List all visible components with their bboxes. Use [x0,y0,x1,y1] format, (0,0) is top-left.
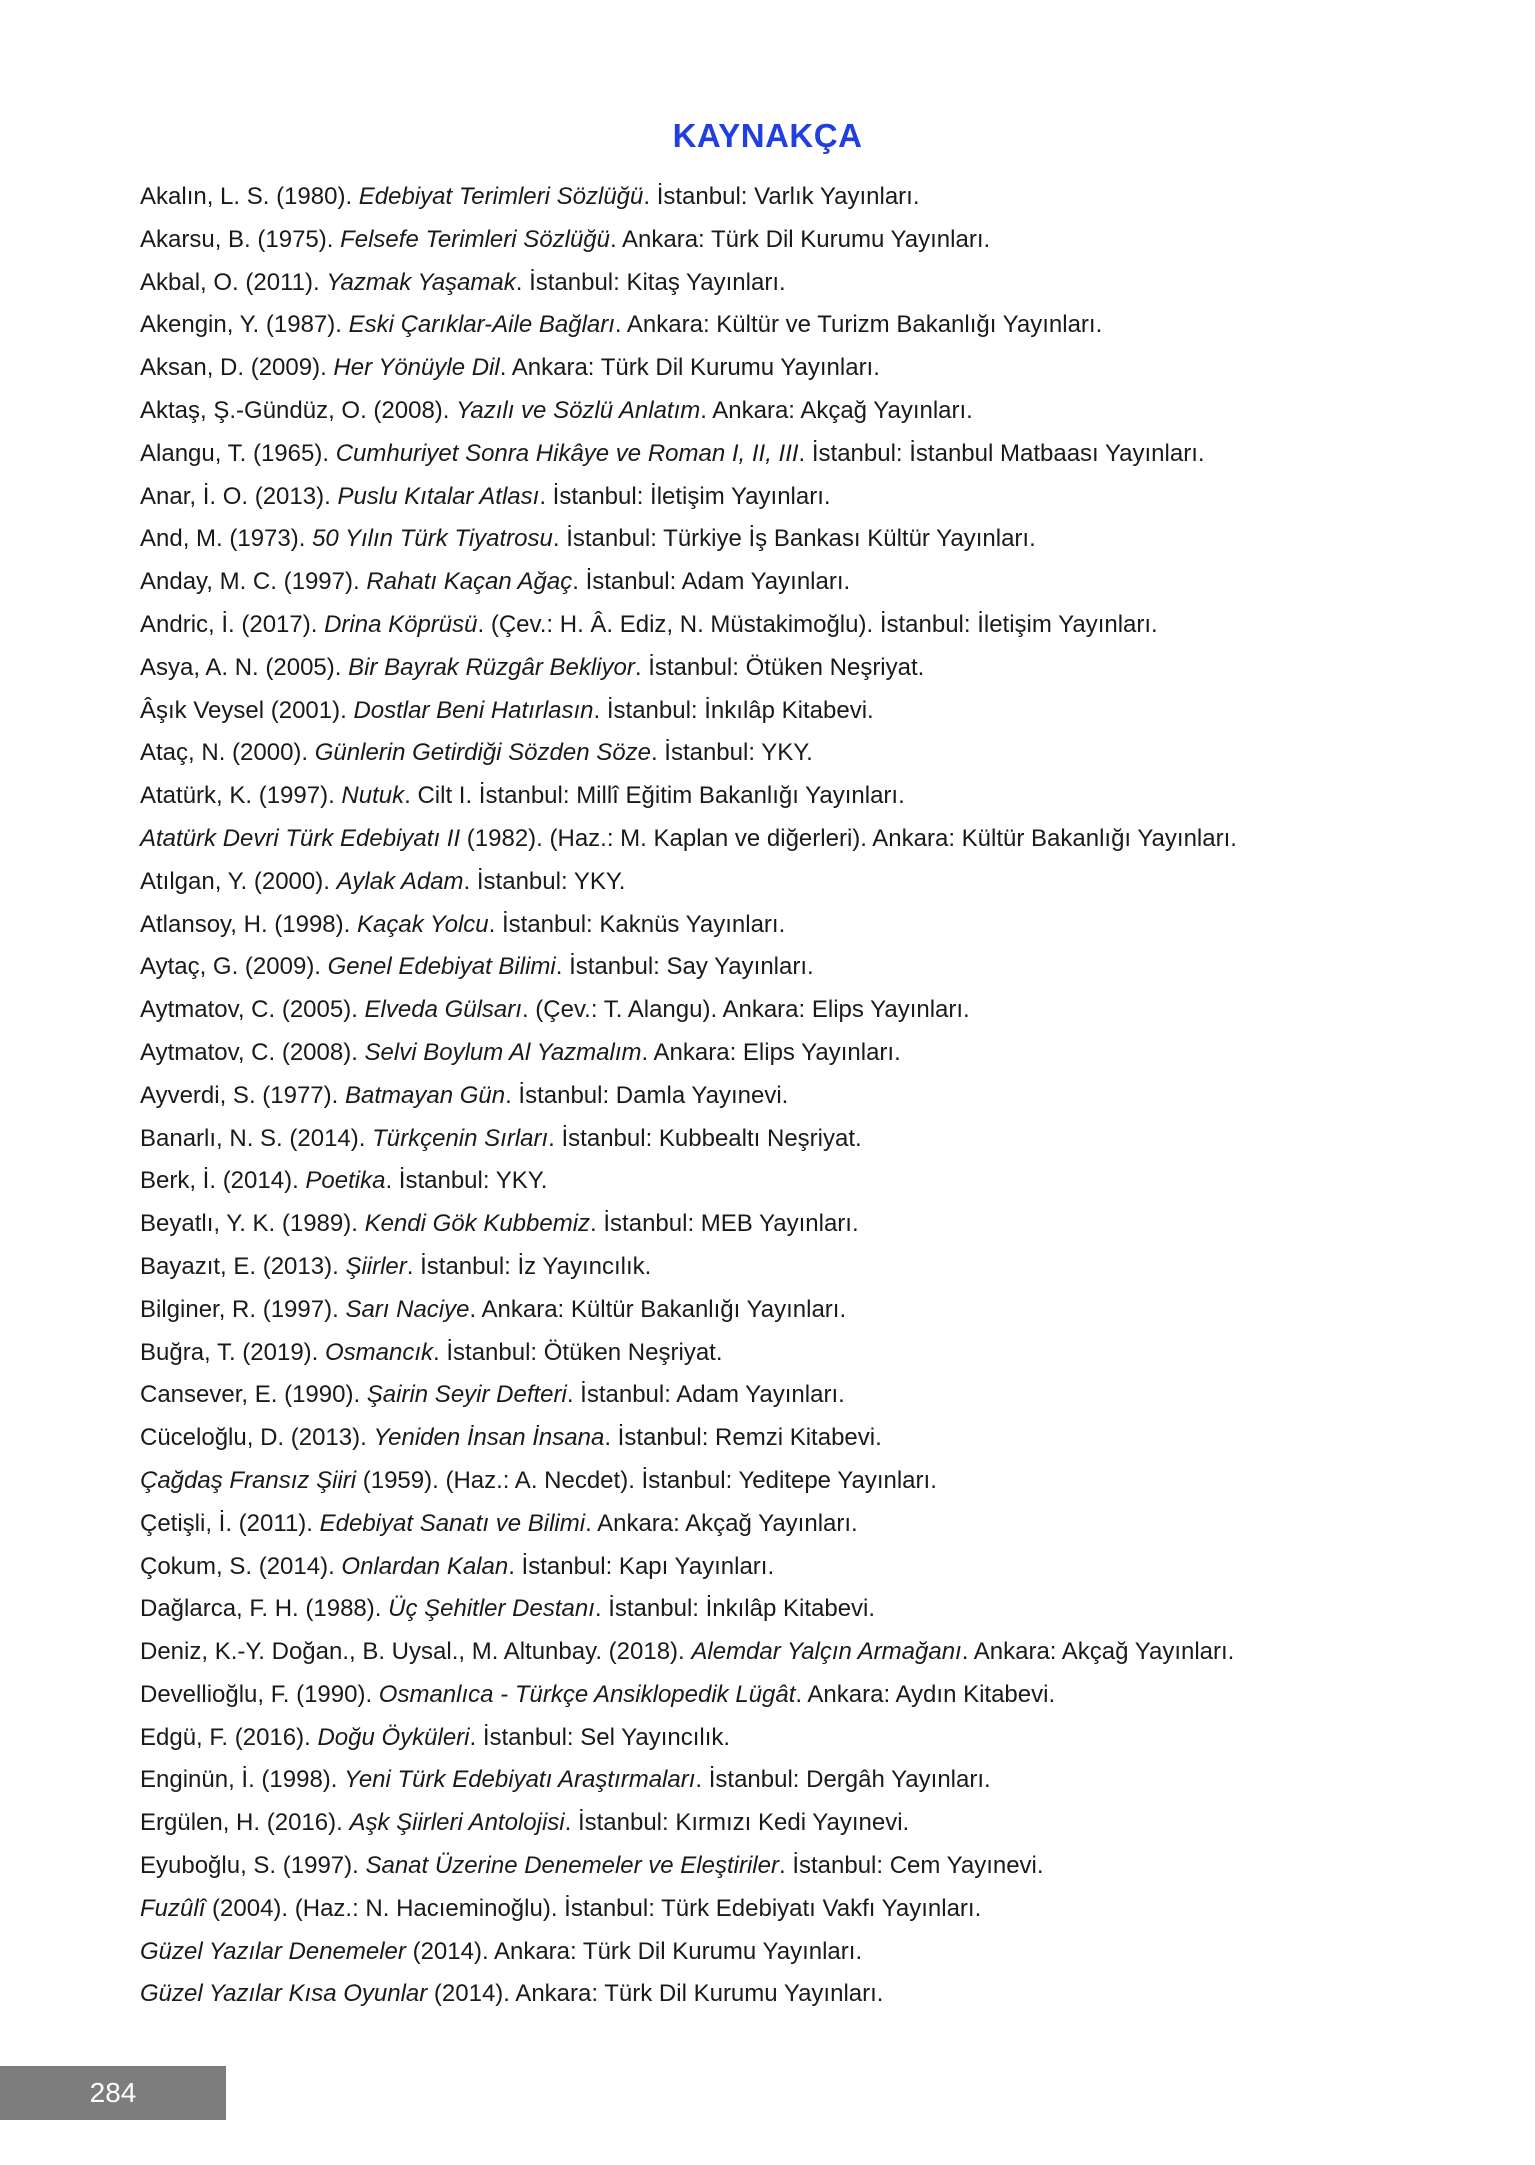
reference-item [140,1594,1430,1637]
reference-author: Edgü, F. (2016). [140,1723,318,1751]
reference-publisher: . İstanbul: Kırmızı Kedi Yayınevi. [564,1809,910,1837]
reference-title: Cumhuriyet Sonra Hikâye ve Roman I, II, III [335,439,799,467]
reference-list [140,182,1430,2022]
reference-publisher: . İstanbul: Ötüken Neşriyat. [634,653,925,681]
reference-author: Ataç, N. (2000). [140,739,315,767]
reference-publisher: . İstanbul: Adam Yayınları. [572,568,851,596]
reference-item [140,482,1430,525]
reference-publisher: (2004). (Haz.: N. Hacıeminoğlu). İstanbul: Türk Edebiyatı Vakfı Yayınları. [205,1894,982,1922]
reference-publisher: (2014). Ankara: Türk Dil Kurumu Yayınları. [427,1980,884,2008]
reference-title: Alemdar Yalçın Armağanı [691,1638,962,1666]
reference-title: Atatürk Devri Türk Edebiyatı II [140,824,461,852]
reference-publisher: . İstanbul: Kubbealtı Neşriyat. [548,1124,862,1152]
reference-publisher: . İstanbul: İz Yayıncılık. [406,1252,652,1280]
reference-item [140,567,1430,610]
reference-publisher: . Ankara: Akçağ Yayınları. [961,1638,1235,1666]
reference-item [140,353,1430,396]
reference-item [140,1765,1430,1808]
reference-publisher: (2014). Ankara: Türk Dil Kurumu Yayınları. [405,1937,863,1965]
reference-author: Bayazıt, E. (2013). [140,1252,346,1280]
reference-title: Sanat Üzerine Denemeler ve Eleştiriler [365,1852,779,1880]
reference-item [140,1851,1430,1894]
reference-publisher: . İstanbul: Kitaş Yayınları. [515,268,786,296]
reference-item [140,439,1430,482]
reference-title: Elveda Gülsarı [364,996,522,1024]
reference-item [140,1937,1430,1980]
reference-publisher: . İstanbul: İletişim Yayınları. [539,482,831,510]
reference-item [140,1552,1430,1595]
reference-title: Drina Köprüsü [324,610,478,638]
reference-item [140,910,1430,953]
reference-author: Buğra, T. (2019). [140,1338,325,1366]
reference-publisher: . İstanbul: Cem Yayınevi. [778,1852,1044,1880]
reference-publisher: . Ankara: Türk Dil Kurumu Yayınları. [499,354,880,382]
reference-title: Osmanlıca - Türkçe Ansiklopedik Lügât [378,1680,796,1708]
reference-title: Üç Şehitler Destanı [388,1595,595,1623]
reference-item [140,1338,1430,1381]
reference-author: Aktaş, Ş.-Gündüz, O. (2008). [140,396,457,424]
reference-item [140,1466,1430,1509]
reference-publisher: . Ankara: Türk Dil Kurumu Yayınları. [610,225,991,253]
reference-title: Aşk Şiirleri Antolojisi [349,1809,565,1837]
reference-author: Çetişli, İ. (2011). [140,1509,320,1537]
reference-author: Asya, A. N. (2005). [140,653,349,681]
reference-title: Nutuk [341,782,405,810]
reference-item [140,1081,1430,1124]
reference-item [140,524,1430,567]
reference-publisher: . Ankara: Aydın Kitabevi. [795,1680,1056,1708]
reference-title: Yazılı ve Sözlü Anlatım [456,396,701,424]
reference-title: Felsefe Terimleri Sözlüğü [340,225,610,253]
reference-publisher: . Ankara: Akçağ Yayınları. [585,1509,858,1537]
reference-author: Anday, M. C. (1997). [140,568,367,596]
reference-publisher: . İstanbul: Sel Yayıncılık. [469,1723,731,1751]
reference-item [140,182,1430,225]
reference-item [140,1723,1430,1766]
reference-title: Günlerin Getirdiği Sözden Söze [314,739,651,767]
reference-item [140,824,1430,867]
reference-author: Aytmatov, C. (2005). [140,996,365,1024]
reference-author: Andric, İ. (2017). [140,610,325,638]
reference-author: Deniz, K.-Y. Doğan., B. Uysal., M. Altunbay. (2018). [140,1638,692,1666]
reference-publisher: . Ankara: Elips Yayınları. [641,1038,901,1066]
reference-author: Alangu, T. (1965). [140,439,336,467]
reference-publisher: . İstanbul: Adam Yayınları. [566,1381,845,1409]
reference-publisher: . İstanbul: Damla Yayınevi. [505,1081,789,1109]
reference-publisher: . Ankara: Kültür ve Turizm Bakanlığı Yayınları. [614,311,1103,339]
reference-title: Şiirler [345,1252,407,1280]
page-title: KAYNAKÇA [672,117,863,154]
reference-title: Selvi Boylum Al Yazmalım [364,1038,642,1066]
reference-item [140,396,1430,439]
reference-item [140,268,1430,311]
reference-title: Edebiyat Terimleri Sözlüğü [358,183,644,210]
reference-author: Atılgan, Y. (2000). [140,867,337,895]
reference-author: Aytmatov, C. (2008). [140,1038,365,1066]
reference-title: Çağdaş Fransız Şiiri [140,1466,357,1494]
reference-item [140,1509,1430,1552]
reference-title: Şairin Seyir Defteri [366,1381,567,1409]
reference-author: And, M. (1973). [140,525,313,553]
reference-item [140,1680,1430,1723]
reference-author: Banarlı, N. S. (2014). [140,1124,373,1152]
reference-author: Âşık Veysel (2001). [140,696,354,724]
reference-publisher: (1959). (Haz.: A. Necdet). İstanbul: Yeditepe Yayınları. [356,1466,937,1494]
reference-author: Enginün, İ. (1998). [140,1766,345,1794]
reference-item [140,1252,1430,1295]
reference-item [140,653,1430,696]
reference-author: Aksan, D. (2009). [140,354,334,382]
reference-item [140,1894,1430,1937]
reference-item [140,867,1430,910]
reference-publisher: . (Çev.: H. Â. Ediz, N. Müstakimoğlu). İstanbul: İletişim Yayınları. [477,610,1158,638]
reference-author: Eyuboğlu, S. (1997). [140,1852,366,1880]
reference-title: Puslu Kıtalar Atlası [337,482,540,510]
reference-author: Bilginer, R. (1997). [140,1295,346,1323]
reference-item [140,995,1430,1038]
reference-author: Anar, İ. O. (2013). [140,482,338,510]
reference-publisher: . İstanbul: Ötüken Neşriyat. [433,1338,723,1366]
reference-title: Edebiyat Sanatı ve Bilimi [319,1509,586,1537]
page-number-box [0,2066,226,2120]
reference-publisher: . İstanbul: Türkiye İş Bankası Kültür Yayınları. [552,525,1036,553]
reference-author: Devellioğlu, F. (1990). [140,1680,379,1708]
reference-item [140,1808,1430,1851]
reference-author: Berk, İ. (2014). [140,1167,306,1195]
reference-publisher: . İstanbul: YKY. [650,739,813,767]
reference-title: Kendi Gök Kubbemiz [364,1210,591,1238]
reference-title: Poetika [305,1167,386,1195]
reference-item [140,1038,1430,1081]
reference-author: Akarsu, B. (1975). [140,225,341,253]
reference-publisher: . İstanbul: YKY. [463,867,626,895]
reference-author: Atatürk, K. (1997). [140,782,342,810]
reference-title: Her Yönüyle Dil [333,354,500,382]
reference-title: Yazmak Yaşamak [326,268,516,296]
reference-item [140,781,1430,824]
reference-item [140,696,1430,739]
reference-author: Ergülen, H. (2016). [140,1809,350,1837]
reference-author: Aytaç, G. (2009). [140,953,328,981]
reference-item [140,1209,1430,1252]
reference-publisher: . İstanbul: Dergâh Yayınları. [695,1766,991,1794]
reference-title: Aylak Adam [336,867,464,895]
reference-title: Batmayan Gün [344,1081,506,1109]
reference-publisher: . İstanbul: Kapı Yayınları. [508,1552,775,1580]
reference-title: Doğu Öyküleri [317,1723,470,1751]
reference-item [140,310,1430,353]
reference-author: Ayverdi, S. (1977). [140,1081,345,1109]
reference-author: Atlansoy, H. (1998). [140,910,357,938]
reference-publisher: . Ankara: Akçağ Yayınları. [700,396,973,424]
reference-title: Yeniden İnsan İnsana [373,1424,605,1452]
reference-publisher: . İstanbul: MEB Yayınları. [590,1210,859,1238]
reference-author: Cansever, E. (1990). [140,1381,367,1409]
reference-title: Kaçak Yolcu [356,910,489,938]
reference-item [140,1637,1430,1680]
reference-item [140,1295,1430,1338]
reference-title: Bir Bayrak Rüzgâr Bekliyor [348,653,635,681]
reference-publisher: . İstanbul: İnkılâp Kitabevi. [593,696,874,724]
reference-item [140,610,1430,653]
reference-item [140,1979,1430,2022]
reference-publisher: . (Çev.: T. Alangu). Ankara: Elips Yayınları. [521,996,970,1024]
page-number: 284 [89,2077,137,2108]
reference-title: Eski Çarıklar-Aile Bağları [348,311,615,339]
reference-publisher: . Cilt I. İstanbul: Millî Eğitim Bakanlığı Yayınları. [404,782,905,810]
reference-title: Genel Edebiyat Bilimi [327,953,556,981]
reference-title: Fuzûlî [140,1894,206,1922]
reference-publisher: . İstanbul: Kaknüs Yayınları. [488,910,786,938]
reference-publisher: . İstanbul: YKY. [385,1167,548,1195]
reference-author: Akbal, O. (2011). [140,268,327,296]
reference-publisher: . İstanbul: Remzi Kitabevi. [604,1424,882,1452]
reference-publisher: . İstanbul: Say Yayınları. [555,953,814,981]
reference-author: Çokum, S. (2014). [140,1552,342,1580]
reference-author: Cüceloğlu, D. (2013). [140,1424,374,1452]
reference-title: Yeni Türk Edebiyatı Araştırmaları [344,1766,696,1794]
reference-author: Dağlarca, F. H. (1988). [140,1595,389,1623]
reference-item [140,1423,1430,1466]
reference-publisher: (1982). (Haz.: M. Kaplan ve diğerleri). Ankara: Kültür Bakanlığı Yayınları. [460,824,1237,852]
reference-item [140,952,1430,995]
reference-title: Güzel Yazılar Kısa Oyunlar [140,1980,428,2008]
reference-title: Sarı Naciye [345,1295,470,1323]
reference-title: Osmancık [325,1338,434,1366]
reference-publisher: . Ankara: Kültür Bakanlığı Yayınları. [469,1295,847,1323]
reference-title: Rahatı Kaçan Ağaç [366,568,573,596]
reference-publisher: . İstanbul: İnkılâp Kitabevi. [594,1595,876,1623]
reference-author: Beyatlı, Y. K. (1989). [140,1210,365,1238]
reference-title: Güzel Yazılar Denemeler [140,1937,406,1965]
reference-item [140,225,1430,268]
reference-item [140,1380,1430,1423]
reference-title: 50 Yılın Türk Tiyatrosu [312,525,553,553]
reference-title: Türkçenin Sırları [372,1124,549,1152]
reference-item [140,738,1430,781]
reference-publisher: . İstanbul: Varlık Yayınları. [643,183,920,210]
reference-title: Onlardan Kalan [341,1552,509,1580]
reference-publisher: . İstanbul: İstanbul Matbaası Yayınları. [798,439,1205,467]
reference-author: Akalın, L. S. (1980). [140,183,359,210]
reference-author: Akengin, Y. (1987). [140,311,349,339]
reference-item [140,1124,1430,1167]
reference-item [140,1166,1430,1209]
reference-title: Dostlar Beni Hatırlasın [353,696,594,724]
